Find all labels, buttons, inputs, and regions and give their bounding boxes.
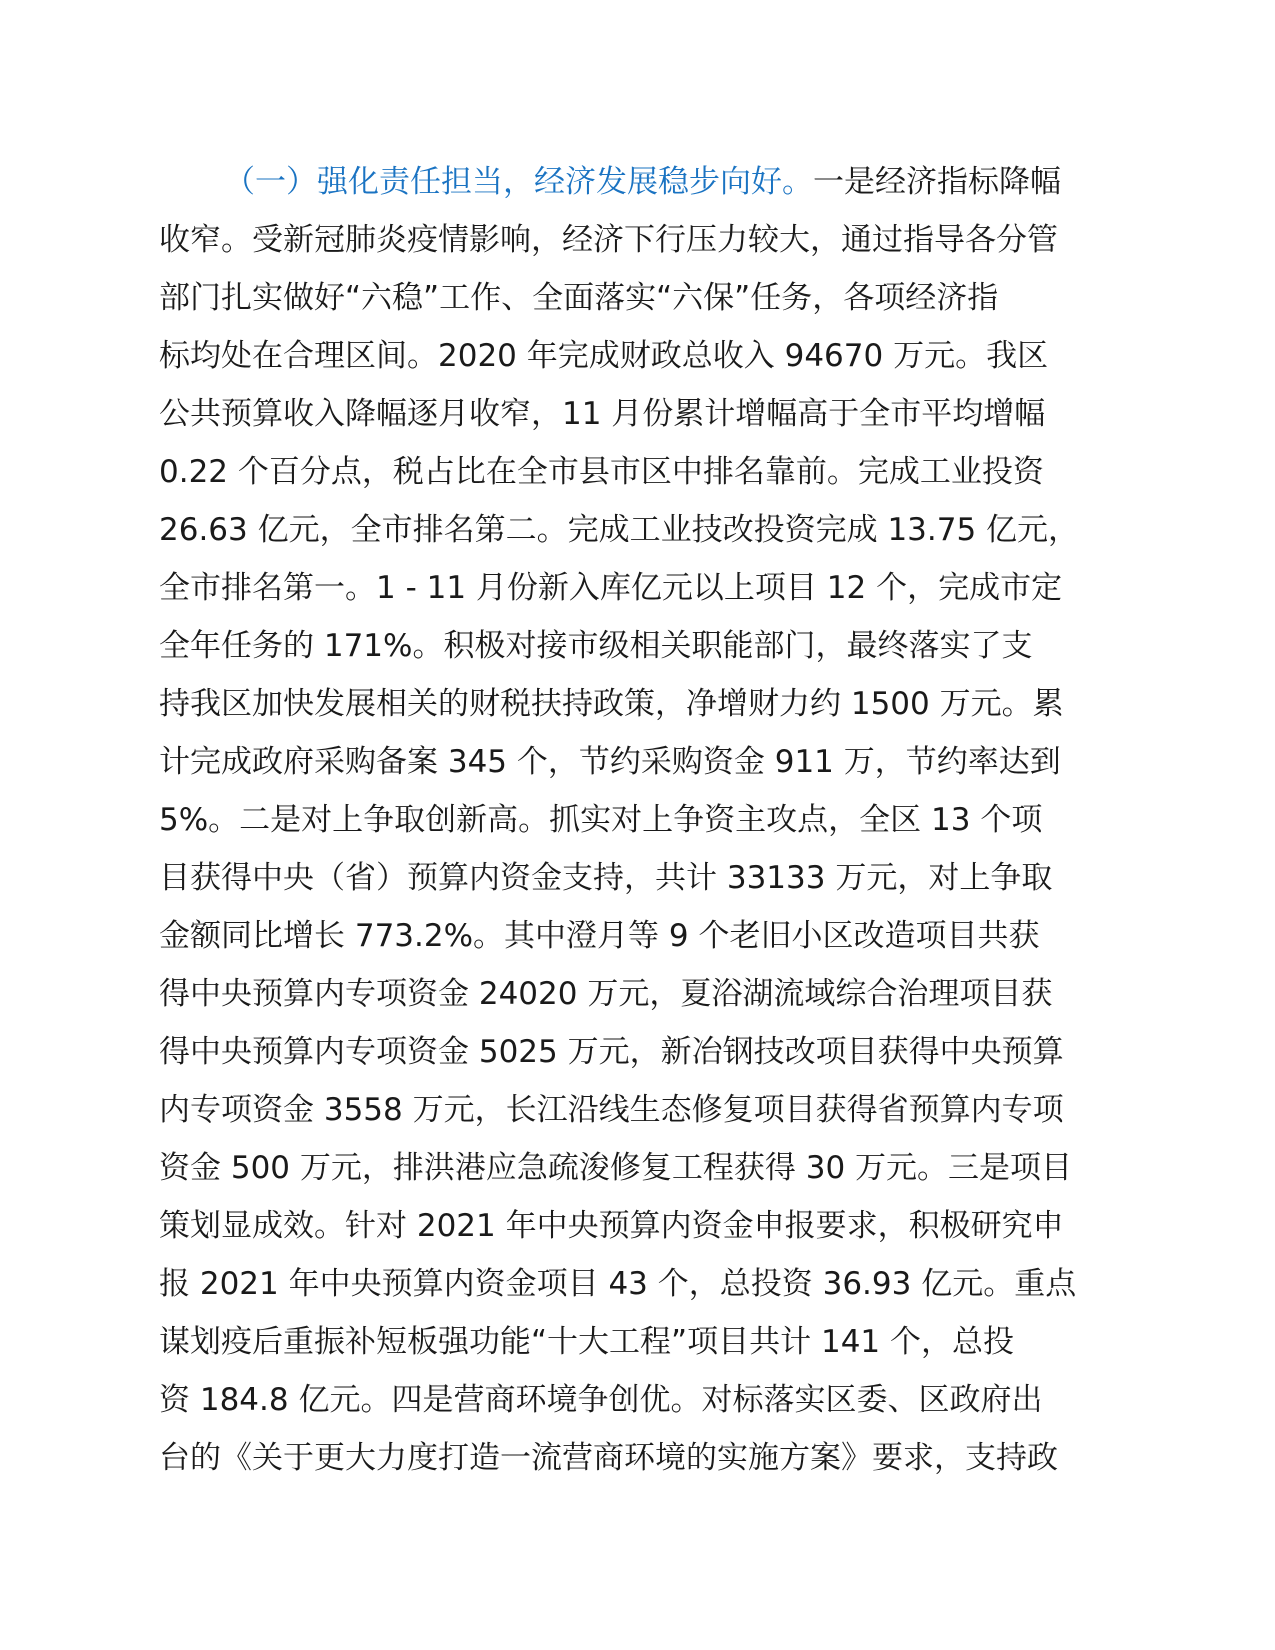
paragraph-line: 策划显成效。针对 2021 年中央预算内资金申报要求，积极研究申 [159, 1208, 1064, 1244]
paragraph-line: 全年任务的 171%。积极对接市级相关职能部门，最终落实了支 [159, 628, 1033, 664]
paragraph-line: 台的《关于更大力度打造一流营商环境的实施方案》要求，支持政 [159, 1440, 1058, 1476]
paragraph-line: 26.63 亿元，全市排名第二。完成工业技改投资完成 13.75 亿元， [159, 512, 1080, 548]
paragraph-line: 得中央预算内专项资金 24020 万元，夏浴湖流域综合治理项目获 [159, 976, 1053, 1012]
paragraph-line: 收窄。受新冠肺炎疫情影响，经济下行压力较大，通过指导各分管 [159, 222, 1058, 258]
body-paragraph [159, 153, 1129, 1487]
section-heading: （一）强化责任担当，经济发展稳步向好。 [224, 164, 813, 200]
paragraph-line: 内专项资金 3558 万元，长江沿线生态修复项目获得省预算内专项 [159, 1092, 1064, 1128]
paragraph-line: 谋划疫后重振补短板强功能“十大工程”项目共计 141 个，总投 [159, 1324, 1014, 1360]
paragraph-line: 计完成政府采购备案 345 个，节约采购资金 911 万，节约率达到 [159, 744, 1061, 780]
line-text: 一是经济指标降幅 [813, 164, 1061, 200]
paragraph-line: 5%。二是对上争取创新高。抓实对上争资主攻点，全区 13 个项 [159, 802, 1043, 838]
paragraph-line: 资金 500 万元，排洪港应急疏浚修复工程获得 30 万元。三是项目 [159, 1150, 1073, 1186]
paragraph-line: 持我区加快发展相关的财税扶持政策，净增财力约 1500 万元。累 [159, 686, 1064, 722]
paragraph-line: 目获得中央（省）预算内资金支持，共计 33133 万元，对上争取 [159, 860, 1053, 896]
paragraph-line: 全市排名第一。1 - 11 月份新入库亿元以上项目 12 个，完成市定 [159, 570, 1063, 606]
paragraph-line [159, 153, 1129, 211]
paragraph-line: 金额同比增长 773.2%。其中澄月等 9 个老旧小区改造项目共获 [159, 918, 1040, 954]
paragraph-line: 得中央预算内专项资金 5025 万元，新冶钢技改项目获得中央预算 [159, 1034, 1064, 1070]
paragraph-line: 部门扎实做好“六稳”工作、全面落实“六保”任务，各项经济指 [159, 280, 999, 316]
paragraph-line: 资 184.8 亿元。四是营商环境争创优。对标落实区委、区政府出 [159, 1382, 1043, 1418]
paragraph-line: 标均处在合理区间。2020 年完成财政总收入 94670 万元。我区 [159, 338, 1049, 374]
paragraph-line: 0.22 个百分点，税占比在全市县市区中排名靠前。完成工业投资 [159, 454, 1044, 490]
paragraph-line: 报 2021 年中央预算内资金项目 43 个，总投资 36.93 亿元。重点 [159, 1266, 1077, 1302]
paragraph-line: 公共预算收入降幅逐月收窄，11 月份累计增幅高于全市平均增幅 [159, 396, 1046, 432]
